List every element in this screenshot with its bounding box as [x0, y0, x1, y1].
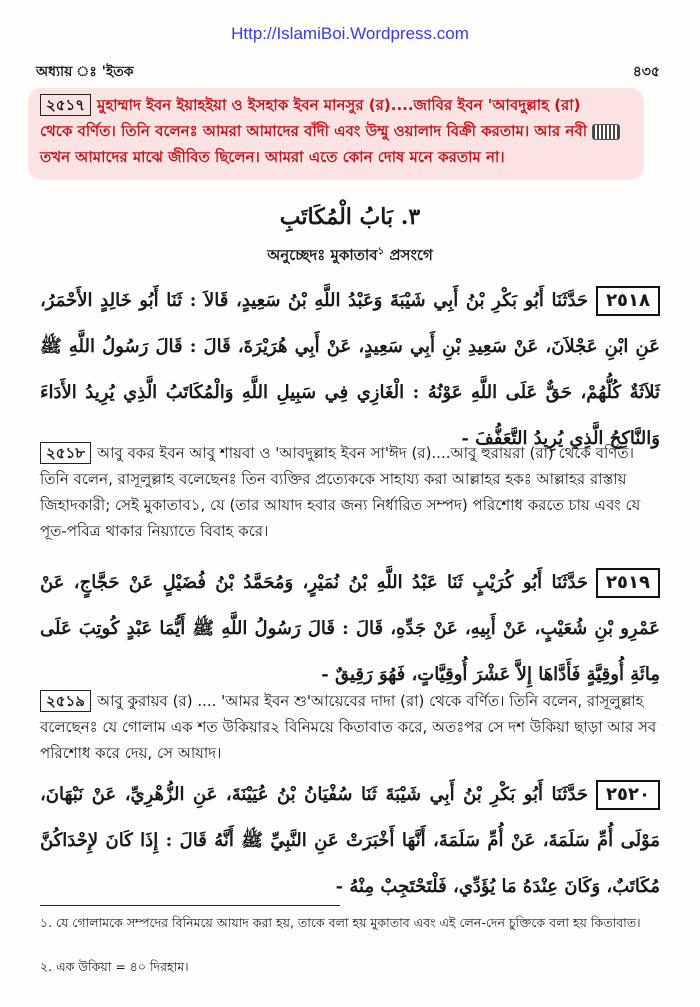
narrator-chain: মুহাম্মাদ ইবন ইয়াহইয়া ও ইসহাক ইবন মানসুর (র)....জাবির ইবন 'আবদুল্লাহ (রা): [96, 96, 581, 114]
footnote-2: ২. এক উকিয়া = ৪০ দিরহাম।: [40, 959, 189, 974]
hadith-number-box: ٢٥١٨: [596, 286, 660, 316]
hadith-arabic-2519: ٢٥١٩حَدَّثَنَا أَبُو كُرَيْبٍ ثَنَا عَبْدُ اللَّهِ بْنُ نُمَيْرٍ، وَمُحَمَّدُ بْنُ فُضَيْلٍ عَنْ حَجَّاجٍ، عَنْ عَمْرِو بْنِ شُعَيْبٍ، عَنْ أَبِيهِ، عَنْ جَدِّهِ، قَالَ : قَالَ رَسُولُ اللَّهِ ﷺ أَيُّمَا عَبْدٍ كُوتِبَ عَلَى مِائَةِ أُوقِيَّةٍ فَأَدَّاهَا إِلاَّ عَشْرَ أُوقِيَّاتٍ، فَهُوَ رَقِيقٌ -: [40, 560, 660, 698]
hadith-arabic-2518: ٢٥١٨حَدَّثَنَا أَبُو بَكْرِ بْنُ أَبِي شَيْبَةَ وَعَبْدُ اللَّهِ بْنُ سَعِيدٍ، قَالاَ : ثَنَا أَبُو خَالِدٍ الأَحْمَرُ، عَنِ ابْنِ عَجْلاَنَ، عَنْ سَعِيدِ بْنِ أَبِي سَعِيدٍ، عَنْ أَبِي هُرَيْرَةَ، قَالَ : قَالَ رَسُولُ اللَّهِ ﷺ ثَلاَثَةٌ كُلُّهُمْ، حَقٌّ عَلَى اللَّهِ عَوْنُهُ : الْغَازِي فِي سَبِيلِ اللَّهِ وَالْمُكَاتَبُ الَّذِي يُرِيدُ الأَدَاءَ وَالنَّاكِحُ الَّذِي يُرِيدُ التَّعَفُّفَ -: [40, 278, 660, 462]
hadith-number-box: ٢٥١٩: [596, 568, 660, 598]
chapter-heading-bengali: অনুচ্ছেদঃ মুকাতাব$^১$ প্রসংগে: [267, 246, 433, 264]
hadith-translation-2518: ২৫১৮ আবু বকর ইবন আবু শায়বা ও 'আবদুল্লাহ ইবন সা'ঈদ (র)....আবু হুরায়রা (রা) থেকে বর্ণিত। তিনি বলেন, রাসূলুল্লাহ বলেছেনঃ তিন ব্যক্তির প্রত্যেককে সাহায্য করা আল্লাহর হকঃ আল্লাহর রাস্তায় জিহাদকারী; সেই মুকাতাব১, যে (তার আযাদ হবার জন্য নির্ধারিত সম্পদ) পরিশোধ করতে চায় এবং যে পূত-পবিত্র থাকার নিয়্যাতে বিবাহ করে।: [40, 444, 641, 540]
chapter-title: অধ্যায় ঃ 'ইতক: [36, 64, 134, 80]
source-url[interactable]: Http://IslamiBoi.Wordpress.com: [231, 24, 469, 43]
chapter-heading-arabic: ٣. بَابُ الْمُكَاتَبِ: [279, 204, 421, 230]
hadith-translation-2517: ২৫১৭ মুহাম্মাদ ইবন ইয়াহইয়া ও ইসহাক ইবন মানসুর (র)....জাবির ইবন 'আবদুল্লাহ (রা) থেকে বর্ণিত। তিনি বলেনঃ আমরা আমাদের বাঁদী এবং উম্মু ওয়ালাদ বিক্রী করতাম। আর নবী তখন আমাদের মাঝে জীবিত ছিলেন। আমরা এতে কোন দোষ মনে করতাম না।: [40, 92, 660, 170]
hadith-number: ২৫১৭: [40, 94, 91, 116]
page-number: ৪৩৫: [632, 64, 660, 80]
salutation-icon: [592, 124, 620, 140]
footnote-divider: [40, 905, 340, 906]
hadith-number: ২৫১৮: [40, 442, 91, 464]
footnote-1: ১. যে গোলামকে সম্পদের বিনিময়ে আযাদ করা হয়, তাকে বলা হয় মুকাতাব এবং এই লেন-দেন চুক্তিকে বলা হয় কিতাবাত।: [40, 915, 641, 930]
hadith-number-box: ٢٥٢٠: [596, 780, 660, 810]
hadith-arabic-2520: ٢٥٢٠حَدَّثَنَا أَبُو بَكْرِ بْنُ أَبِي شَيْبَةَ ثَنَا سُفْيَانُ بْنُ عُيَيْنَةَ، عَنِ الزُّهْرِيِّ، عَنْ نَبْهَانَ، مَوْلَى أُمِّ سَلَمَةَ، عَنْ أُمِّ سَلَمَةَ، أَنَّهَا أَخْبَرَتْ عَنِ النَّبِيِّ ﷺ أَنَّهُ قَالَ : إِذَا كَانَ لإِحْدَاكُنَّ مُكَاتَبٌ، وَكَانَ عِنْدَهُ مَا يُؤَدِّي، فَلْتَحْتَجِبْ مِنْهُ -: [40, 772, 660, 910]
hadith-translation-2519: ২৫১৯ আবু কুরায়ব (র) .... 'আমর ইবন শু'আয়েবের দাদা (রা) থেকে বর্ণিত। তিনি বলেন, রাসূলুল্লাহ বলেছেনঃ যে গোলাম এক শত উকিয়ার২ বিনিময়ে কিতাবাত করে, অতঃপর সে দশ উকিয়া ছাড়া আর সব পরিশোধ করে দেয়, সে আযাদ।: [40, 692, 657, 762]
hadith-number: ২৫১৯: [40, 690, 91, 712]
running-header: [36, 60, 660, 82]
